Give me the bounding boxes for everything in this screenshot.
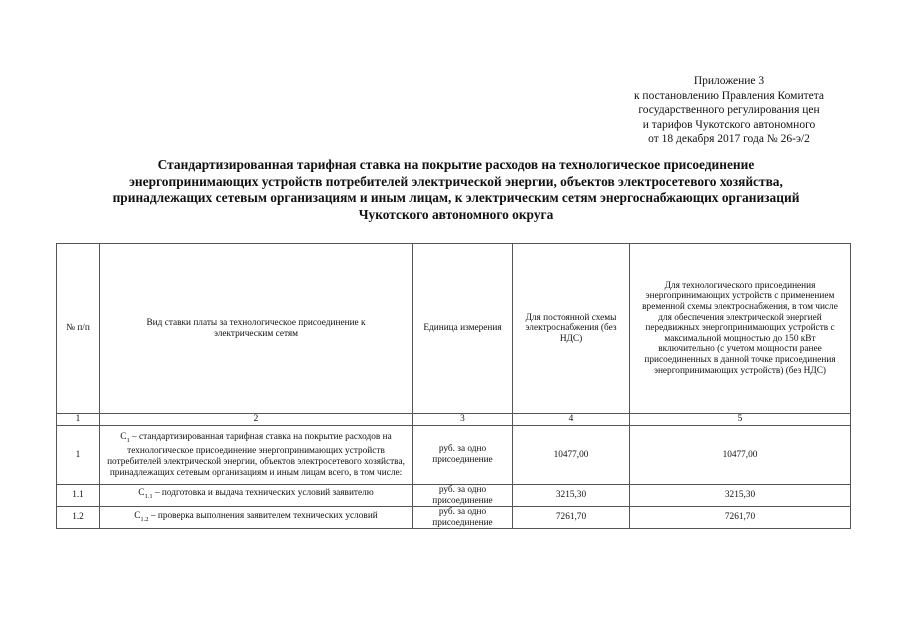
column-number: 4	[513, 414, 630, 426]
appendix-line: государственного регулирования цен	[638, 104, 820, 117]
rate-symbol: С	[120, 431, 127, 442]
row-num: 1.2	[57, 507, 100, 529]
row-unit: руб. за одно присоединение	[413, 485, 513, 507]
column-number: 3	[413, 414, 513, 426]
appendix-line: и тарифов Чукотского автономного	[642, 118, 816, 131]
row-permanent-value: 10477,00	[513, 426, 630, 485]
table-row	[57, 485, 851, 507]
header-permanent: Для постоянной схемы электроснабжения (без НДС)	[513, 244, 630, 414]
rate-symbol: С	[138, 488, 145, 499]
title-line: энергопринимающих устройств потребителей электрической энергии, объектов электросетевого хозяйства,	[129, 173, 783, 189]
row-permanent-value: 3215,30	[513, 485, 630, 507]
column-number: 5	[630, 414, 851, 426]
rate-subscript: 1.2	[140, 515, 149, 523]
row-permanent-value: 7261,70	[513, 507, 630, 529]
row-num: 1	[57, 426, 100, 485]
row-description-text: – подготовка и выдача технических условий заявителю	[152, 488, 374, 499]
title-line: принадлежащих сетевым организациям и иным лицам, к электрическим сетям энергоснабжающих организаций	[112, 190, 800, 206]
table-header-row	[57, 244, 851, 414]
header-num: № п/п	[57, 244, 100, 414]
row-description-text: – проверка выполнения заявителем технических условий	[148, 510, 378, 521]
appendix-line: от 18 декабря 2017 года № 26-э/2	[648, 133, 810, 146]
rate-subscript: 1.1	[144, 493, 153, 501]
row-temporary-value: 10477,00	[630, 426, 851, 485]
row-description-text: – стандартизированная тарифная ставка на покрытие расходов на технологическое присоединение энергопринимающих устройств потребителей электрической энергии, объектов электросетевого хозяйства, принадлежащих сетевым организациям и иным лицам всего, в том числе:	[107, 431, 405, 478]
column-number-row	[57, 414, 851, 426]
table-row	[57, 426, 851, 485]
row-description	[100, 485, 413, 507]
row-temporary-value: 7261,70	[630, 507, 851, 529]
row-unit: руб. за одно присоединение	[413, 507, 513, 529]
title-line: Чукотского автономного округа	[358, 206, 554, 222]
column-number: 2	[100, 414, 413, 426]
row-temporary-value: 3215,30	[630, 485, 851, 507]
document-title	[42, 157, 870, 223]
column-number: 1	[57, 414, 100, 426]
header-temporary: Для технологического присоединения энергопринимающих устройств с применением временной схемы электроснабжения, в том числе для обеспечения электрической энергией передвижных энергопринимающих устройств с максимальной мощностью до 150 кВт включительно (с учетом мощности ранее присоединенных в данной точке присоединения энергопринимающих устройств) (без НДС)	[630, 244, 851, 414]
header-type: Вид ставки платы за технологическое присоединение к электрическим сетям	[100, 244, 413, 414]
rate-symbol: С	[134, 510, 141, 521]
title-line: Стандартизированная тарифная ставка на покрытие расходов на технологическое присоединение	[157, 157, 755, 172]
row-description	[100, 507, 413, 529]
row-description	[100, 426, 413, 485]
appendix-line: Приложение 3	[693, 75, 765, 87]
table-row	[57, 507, 851, 529]
tariff-table	[56, 243, 851, 529]
appendix-header	[600, 74, 858, 147]
row-num: 1.1	[57, 485, 100, 507]
appendix-line: к постановлению Правления Комитета	[633, 89, 825, 102]
rate-subscript: 1	[126, 436, 130, 444]
row-unit: руб. за одно присоединение	[413, 426, 513, 485]
header-unit: Единица измерения	[413, 244, 513, 414]
